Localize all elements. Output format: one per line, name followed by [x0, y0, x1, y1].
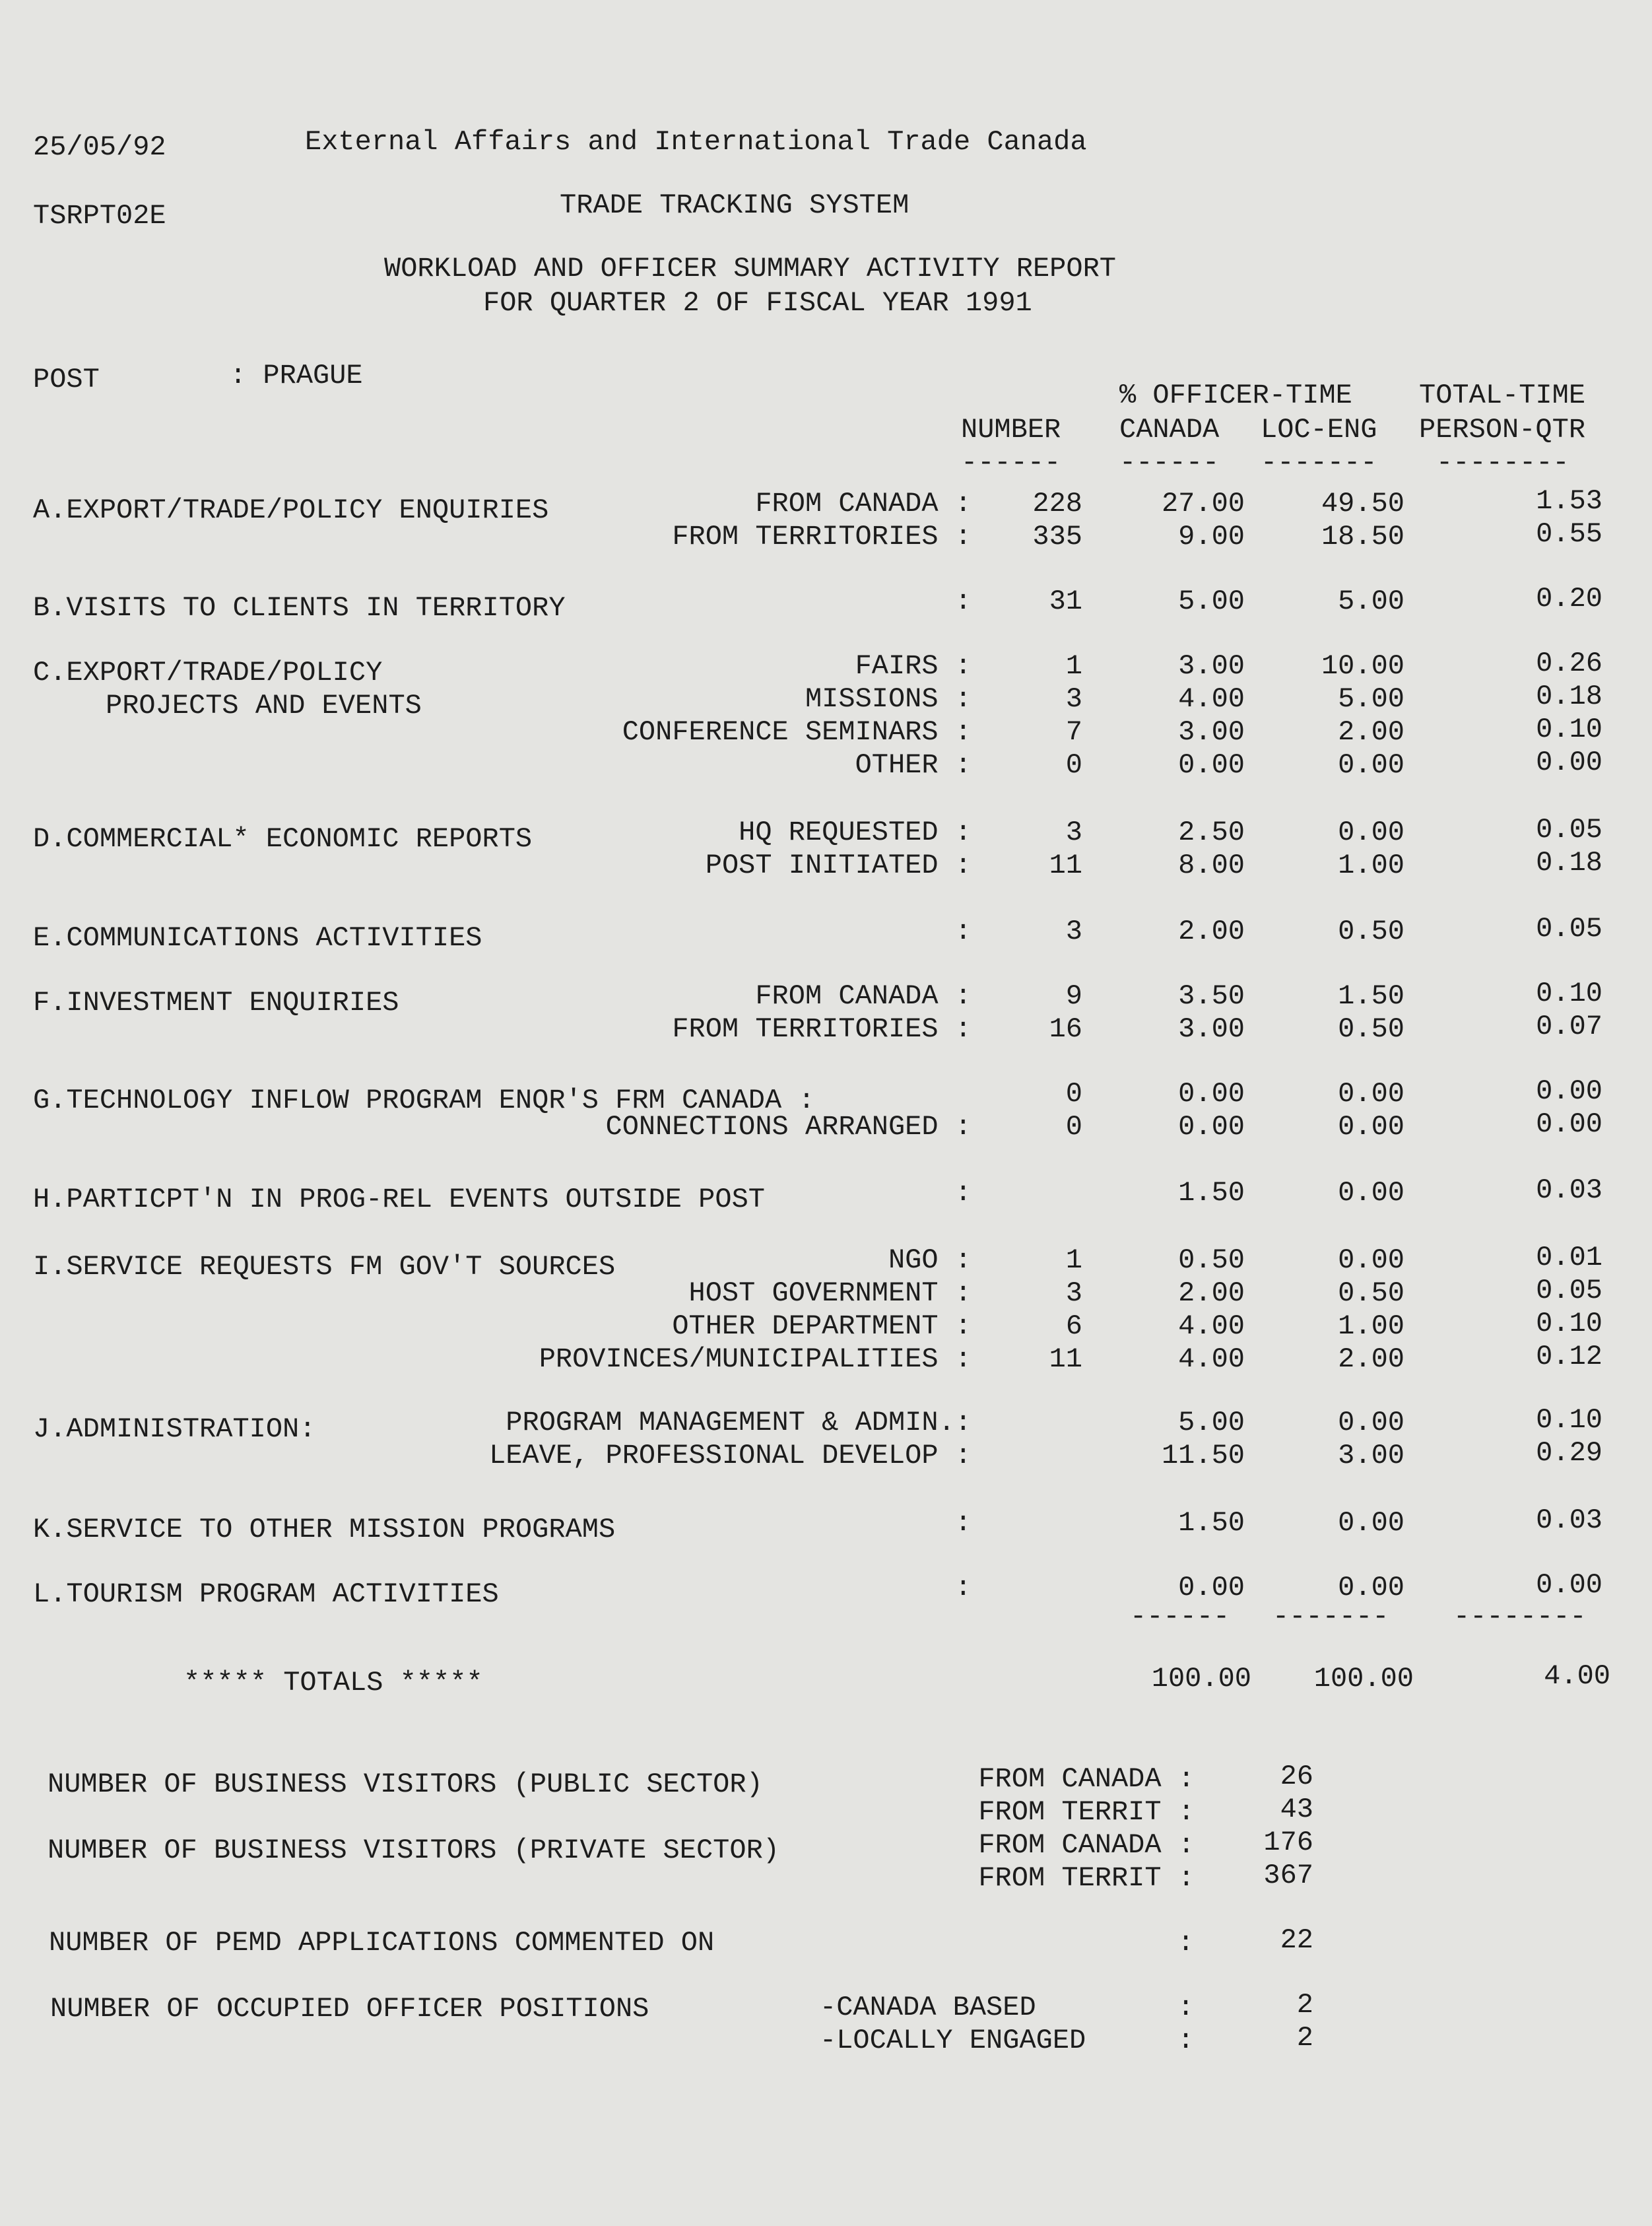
row-sublabel: HQ REQUESTED : — [739, 817, 972, 848]
visitor-value: 26 — [1280, 1761, 1313, 1792]
row-sublabel: CONFERENCE SEMINARS : — [622, 716, 972, 748]
row-person-qtr: 0.05 — [1536, 913, 1602, 945]
row-loc-eng: 1.00 — [1338, 850, 1404, 881]
row-person-qtr: 0.26 — [1536, 648, 1602, 679]
report-id: TSRPT02E — [33, 200, 166, 232]
row-label: G.TECHNOLOGY INFLOW PROGRAM ENQR'S FRM CANADA : — [33, 1085, 815, 1116]
row-sublabel: : — [954, 1507, 972, 1539]
positions-canada-value: 2 — [1296, 1989, 1313, 2021]
report-title: WORKLOAD AND OFFICER SUMMARY ACTIVITY REPORT — [384, 253, 1116, 285]
rule-person-qtr: -------- — [1436, 447, 1569, 479]
row-number: 1 — [1065, 650, 1082, 682]
row-person-qtr: 0.05 — [1536, 1275, 1602, 1306]
col-header-person-qtr: PERSON-QTR — [1419, 414, 1586, 446]
row-number: 0 — [1065, 749, 1082, 781]
report-subtitle: FOR QUARTER 2 OF FISCAL YEAR 1991 — [483, 287, 1032, 319]
row-loc-eng: 0.00 — [1338, 1244, 1404, 1276]
col-header-number: NUMBER — [961, 414, 1061, 446]
visitor-sublabel: FROM TERRIT : — [978, 1796, 1195, 1828]
row-loc-eng: 0.00 — [1338, 817, 1404, 848]
row-canada: 9.00 — [1178, 521, 1245, 553]
row-number: 0 — [1065, 1078, 1082, 1110]
row-loc-eng: 0.50 — [1338, 1013, 1404, 1045]
row-label: K.SERVICE TO OTHER MISSION PROGRAMS — [33, 1514, 616, 1545]
row-canada: 0.50 — [1178, 1244, 1245, 1276]
row-person-qtr: 0.10 — [1536, 714, 1602, 745]
row-canada: 2.00 — [1178, 1277, 1245, 1309]
row-sublabel: OTHER DEPARTMENT : — [672, 1310, 972, 1342]
col-header-canada: CANADA — [1119, 414, 1220, 446]
row-person-qtr: 0.10 — [1536, 1404, 1602, 1436]
row-loc-eng: 3.00 — [1338, 1440, 1404, 1471]
row-loc-eng: 2.00 — [1338, 716, 1404, 748]
row-loc-eng: 0.00 — [1338, 1407, 1404, 1438]
row-sublabel: PROGRAM MANAGEMENT & ADMIN.: — [506, 1407, 972, 1438]
visitor-value: 367 — [1263, 1860, 1313, 1891]
row-canada: 2.00 — [1178, 916, 1245, 947]
row-canada: 0.00 — [1178, 749, 1245, 781]
row-loc-eng: 18.50 — [1321, 521, 1404, 553]
totals-rule-loc-eng: ------- — [1272, 1601, 1389, 1633]
row-person-qtr: 1.53 — [1536, 485, 1602, 517]
row-person-qtr: 0.03 — [1536, 1174, 1602, 1206]
row-sublabel: MISSIONS : — [805, 683, 972, 715]
row-sublabel: FROM TERRITORIES : — [672, 1013, 972, 1045]
row-canada: 1.50 — [1178, 1177, 1245, 1209]
row-canada: 2.50 — [1178, 817, 1245, 848]
row-loc-eng: 0.00 — [1338, 749, 1404, 781]
row-person-qtr: 0.07 — [1536, 1011, 1602, 1042]
row-label: J.ADMINISTRATION: — [33, 1413, 316, 1445]
row-loc-eng: 0.50 — [1338, 1277, 1404, 1309]
row-canada: 1.50 — [1178, 1507, 1245, 1539]
row-loc-eng: 0.00 — [1338, 1572, 1404, 1603]
row-label: E.COMMUNICATIONS ACTIVITIES — [33, 922, 482, 954]
row-sublabel: POST INITIATED : — [705, 850, 972, 881]
pemd-colon: : — [1177, 1927, 1195, 1959]
row-number: 7 — [1065, 716, 1082, 748]
row-number: 228 — [1032, 488, 1082, 520]
rule-number: ------ — [961, 447, 1061, 479]
positions-local-colon: : — [1177, 2025, 1195, 2056]
totals-rule-canada: ------ — [1130, 1601, 1230, 1633]
row-sublabel: FAIRS : — [855, 650, 972, 682]
positions-canada-label: -CANADA BASED — [820, 1992, 1036, 2023]
row-loc-eng: 49.50 — [1321, 488, 1404, 520]
rule-canada: ------ — [1119, 447, 1220, 479]
row-canada: 3.00 — [1178, 650, 1245, 682]
row-sublabel: FROM CANADA : — [755, 488, 972, 520]
row-canada: 5.00 — [1178, 586, 1245, 617]
row-canada: 0.00 — [1178, 1572, 1245, 1603]
row-sublabel: : — [954, 586, 972, 617]
row-sublabel: : — [954, 916, 972, 947]
col-header-officer-time: % OFFICER-TIME — [1119, 380, 1352, 411]
row-number: 3 — [1065, 1277, 1082, 1309]
row-label: D.COMMERCIAL* ECONOMIC REPORTS — [33, 823, 533, 855]
row-number: 3 — [1065, 683, 1082, 715]
row-canada: 3.00 — [1178, 1013, 1245, 1045]
row-person-qtr: 0.12 — [1536, 1341, 1602, 1372]
post-value: : PRAGUE — [230, 360, 363, 391]
row-person-qtr: 0.00 — [1536, 1075, 1602, 1107]
row-canada: 4.00 — [1178, 683, 1245, 715]
row-sublabel: : — [954, 1572, 972, 1603]
rule-loc-eng: ------- — [1261, 447, 1377, 479]
row-number: 11 — [1049, 850, 1082, 881]
row-canada: 5.00 — [1178, 1407, 1245, 1438]
row-loc-eng: 0.00 — [1338, 1507, 1404, 1539]
visitor-label: NUMBER OF BUSINESS VISITORS (PUBLIC SECTOR) — [48, 1769, 763, 1800]
totals-rule-person-qtr: -------- — [1453, 1601, 1587, 1633]
visitor-sublabel: FROM CANADA : — [978, 1829, 1195, 1861]
row-number: 9 — [1065, 980, 1082, 1012]
row-person-qtr: 0.00 — [1536, 1569, 1602, 1601]
positions-canada-colon: : — [1177, 1992, 1195, 2023]
row-person-qtr: 0.00 — [1536, 1108, 1602, 1140]
row-person-qtr: 0.55 — [1536, 518, 1602, 550]
row-label: I.SERVICE REQUESTS FM GOV'T SOURCES — [33, 1251, 616, 1283]
col-header-total-time: TOTAL-TIME — [1419, 380, 1586, 411]
row-number: 31 — [1049, 586, 1082, 617]
col-header-loc-eng: LOC-ENG — [1261, 414, 1377, 446]
row-number: 6 — [1065, 1310, 1082, 1342]
row-sublabel: PROVINCES/MUNICIPALITIES : — [539, 1343, 972, 1375]
organization-name: External Affairs and International Trade Canada — [305, 126, 1087, 158]
totals-person-qtr: 4.00 — [1544, 1660, 1610, 1692]
row-label: PROJECTS AND EVENTS — [106, 690, 422, 722]
report-date: 25/05/92 — [33, 131, 166, 163]
visitor-label: NUMBER OF BUSINESS VISITORS (PRIVATE SECTOR) — [48, 1835, 779, 1866]
positions-label: NUMBER OF OCCUPIED OFFICER POSITIONS — [50, 1993, 649, 2025]
system-name: TRADE TRACKING SYSTEM — [560, 189, 909, 221]
row-number: 11 — [1049, 1343, 1082, 1375]
row-canada: 8.00 — [1178, 850, 1245, 881]
row-canada: 4.00 — [1178, 1343, 1245, 1375]
row-person-qtr: 0.00 — [1536, 747, 1602, 778]
visitor-sublabel: FROM CANADA : — [978, 1763, 1195, 1795]
post-label: POST — [33, 364, 100, 395]
row-label: L.TOURISM PROGRAM ACTIVITIES — [33, 1578, 499, 1610]
row-loc-eng: 5.00 — [1338, 683, 1404, 715]
row-person-qtr: 0.20 — [1536, 583, 1602, 615]
row-sublabel: FROM TERRITORIES : — [672, 521, 972, 553]
row-sublabel: NGO : — [888, 1244, 972, 1276]
row-canada: 0.00 — [1178, 1078, 1245, 1110]
positions-local-label: -LOCALLY ENGAGED — [820, 2025, 1086, 2056]
row-loc-eng: 5.00 — [1338, 586, 1404, 617]
row-person-qtr: 0.18 — [1536, 681, 1602, 712]
row-canada: 11.50 — [1161, 1440, 1245, 1471]
row-sublabel: FROM CANADA : — [755, 980, 972, 1012]
row-label: F.INVESTMENT ENQUIRIES — [33, 987, 399, 1019]
row-sublabel: LEAVE, PROFESSIONAL DEVELOP : — [489, 1440, 972, 1471]
row-canada: 0.00 — [1178, 1111, 1245, 1143]
row-loc-eng: 10.00 — [1321, 650, 1404, 682]
row-person-qtr: 0.01 — [1536, 1242, 1602, 1273]
row-number: 1 — [1065, 1244, 1082, 1276]
row-canada: 27.00 — [1161, 488, 1245, 520]
row-number: 0 — [1065, 1111, 1082, 1143]
row-loc-eng: 1.50 — [1338, 980, 1404, 1012]
totals-loc-eng: 100.00 — [1313, 1663, 1414, 1695]
row-sublabel: OTHER : — [855, 749, 972, 781]
row-sublabel: HOST GOVERNMENT : — [688, 1277, 972, 1309]
row-label: A.EXPORT/TRADE/POLICY ENQUIRIES — [33, 494, 549, 526]
row-loc-eng: 0.00 — [1338, 1111, 1404, 1143]
row-number: 335 — [1032, 521, 1082, 553]
row-canada: 3.00 — [1178, 716, 1245, 748]
row-canada: 4.00 — [1178, 1310, 1245, 1342]
row-loc-eng: 0.50 — [1338, 916, 1404, 947]
row-person-qtr: 0.03 — [1536, 1504, 1602, 1536]
row-person-qtr: 0.05 — [1536, 814, 1602, 846]
row-sublabel: CONNECTIONS ARRANGED : — [605, 1111, 972, 1143]
row-loc-eng: 0.00 — [1338, 1177, 1404, 1209]
row-canada: 3.50 — [1178, 980, 1245, 1012]
totals-canada: 100.00 — [1151, 1663, 1251, 1695]
totals-label: ***** TOTALS ***** — [183, 1667, 483, 1699]
pemd-label: NUMBER OF PEMD APPLICATIONS COMMENTED ON — [49, 1927, 715, 1959]
row-sublabel: : — [954, 1177, 972, 1209]
row-person-qtr: 0.10 — [1536, 978, 1602, 1009]
row-loc-eng: 1.00 — [1338, 1310, 1404, 1342]
visitor-value: 176 — [1263, 1827, 1313, 1858]
row-person-qtr: 0.10 — [1536, 1308, 1602, 1339]
visitor-value: 43 — [1280, 1794, 1313, 1825]
row-person-qtr: 0.29 — [1536, 1437, 1602, 1469]
row-number: 3 — [1065, 817, 1082, 848]
row-number: 16 — [1049, 1013, 1082, 1045]
visitor-sublabel: FROM TERRIT : — [978, 1862, 1195, 1894]
row-loc-eng: 2.00 — [1338, 1343, 1404, 1375]
pemd-value: 22 — [1280, 1924, 1313, 1956]
row-person-qtr: 0.18 — [1536, 847, 1602, 879]
row-label: C.EXPORT/TRADE/POLICY — [33, 657, 383, 689]
row-number: 3 — [1065, 916, 1082, 947]
positions-local-value: 2 — [1296, 2022, 1313, 2054]
row-label: B.VISITS TO CLIENTS IN TERRITORY — [33, 592, 566, 624]
row-loc-eng: 0.00 — [1338, 1078, 1404, 1110]
row-label: H.PARTICPT'N IN PROG-REL EVENTS OUTSIDE POST — [33, 1184, 765, 1215]
